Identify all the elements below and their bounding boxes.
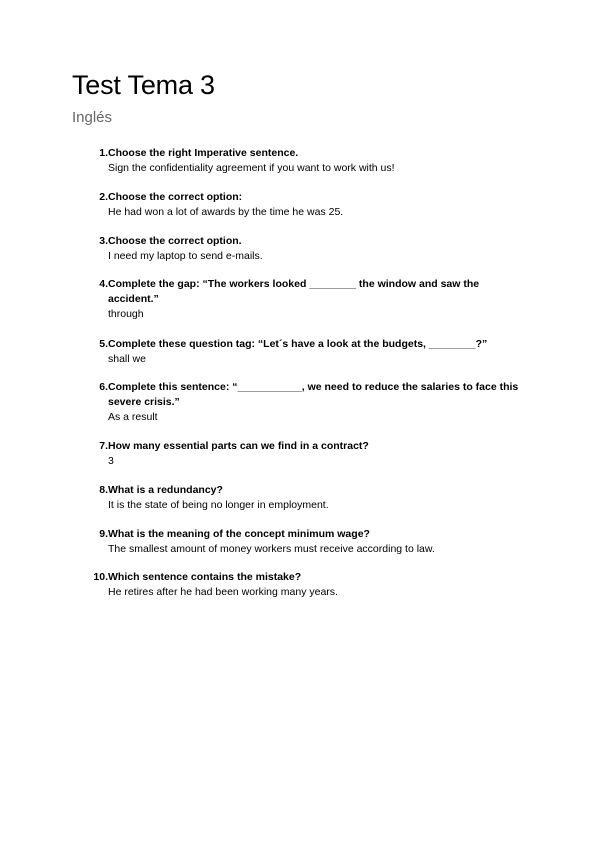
question-number: 1. — [99, 147, 108, 159]
question-6 — [90, 380, 530, 425]
question-8 — [90, 483, 530, 513]
question-10 — [90, 570, 530, 600]
question-answer: Sign the confidentiality agreement if you want to work with us! — [108, 162, 395, 174]
question-1 — [90, 146, 530, 176]
question-answer: It is the state of being no longer in employment. — [108, 499, 329, 511]
question-number: 6. — [99, 381, 108, 393]
question-text: What is a redundancy? — [108, 484, 223, 496]
question-answer: He had won a lot of awards by the time he was 25. — [108, 206, 344, 218]
question-number: 10. — [93, 571, 108, 583]
question-text: Choose the right Imperative sentence. — [108, 147, 299, 159]
question-number: 9. — [99, 528, 108, 540]
question-text: What is the meaning of the concept minimum wage? — [108, 528, 370, 540]
question-number: 2. — [99, 191, 108, 203]
question-answer: I need my laptop to send e-mails. — [108, 250, 263, 262]
question-5 — [90, 337, 530, 367]
question-2 — [90, 190, 530, 220]
question-text: How many essential parts can we find in a contract? — [108, 440, 369, 452]
question-7 — [90, 439, 530, 469]
question-answer: through — [108, 308, 144, 320]
question-9 — [90, 527, 530, 557]
question-text: Choose the correct option: — [108, 191, 243, 203]
question-answer: 3 — [108, 455, 114, 467]
question-answer: shall we — [108, 353, 146, 365]
question-number: 8. — [99, 484, 108, 496]
question-number: 3. — [99, 235, 108, 247]
question-4 — [90, 277, 530, 322]
question-number: 5. — [99, 338, 108, 350]
question-text: Complete the gap: “The workers looked ________ the window and saw the accident.” — [108, 278, 480, 305]
question-answer: As a result — [108, 411, 158, 423]
page-title: Test Tema 3 — [72, 70, 215, 100]
question-3 — [90, 234, 530, 264]
question-answer: He retires after he had been working many years. — [108, 586, 338, 598]
question-number: 4. — [99, 278, 108, 290]
question-text: Choose the correct option. — [108, 235, 242, 247]
question-text: Complete these question tag: “Let´s have a look at the budgets, ________?” — [108, 338, 488, 350]
question-number: 7. — [99, 440, 108, 452]
question-text: Which sentence contains the mistake? — [108, 571, 302, 583]
question-answer: The smallest amount of money workers must receive according to law. — [108, 543, 435, 555]
page-subtitle: Inglés — [72, 109, 113, 126]
question-text: Complete this sentence: “___________, we need to reduce the salaries to face this severe crisis.” — [108, 381, 519, 408]
